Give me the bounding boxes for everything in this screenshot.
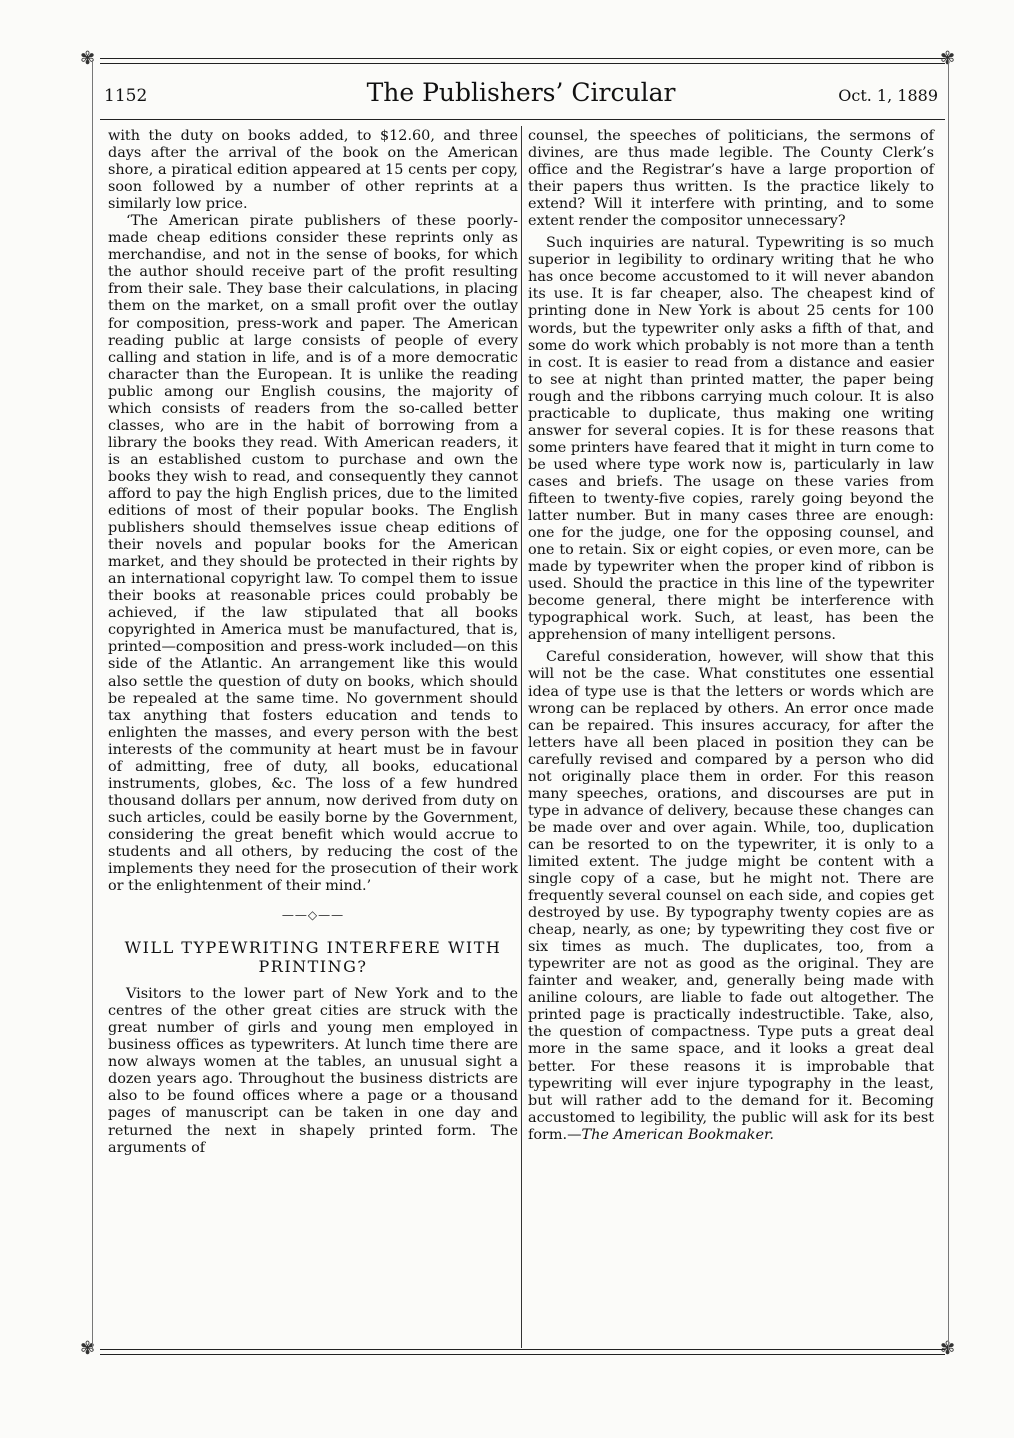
bottom-rule-inner xyxy=(100,1354,945,1355)
paragraph: ‘The American pirate publishers of these poorly-made cheap editions consider these reprints only as merchandise, and not in the sense of books, for which the author should receive part of the profit resulting from their sale. They base their calculations, in placing them on the market, on a small profit over the outlay for composition, press-work and paper. The American reading public at large consists of people of every calling and station in life, and is of a more democratic character than the European. It is unlike the reading public among our English cousins, the majority of which consists of readers from the so-called better classes, who are in the habit of borrowing from a library the books they read. With American readers, it is an established custom to purchase and own the books they wish to read, and consequently they cannot afford to pay the high English prices, due to the limited editions of most of their popular books. The English publishers should themselves issue cheap editions of their novels and popular books for the American market, and they should be protected in their rights by an international copyright law. To compel them to issue their books at reasonable prices could probably be achieved, if the law stipulated that all books copyrighted in America must be manufactured, that is, printed—composition and press-work included—on this side of the Atlantic. An arrangement like this would also settle the question of duty on books, which should be repealed at the same time. No government should tax anything that fosters education and tends to enlighten the masses, and every person with the best interests of the community at heart must be in favour of admitting, free of duty, all books, educational instruments, globes, &c. The loss of a few hundred thousand dollars per annum, now derived from duty on such articles, could be easily borne by the Government, considering the great benefit which would accrue to students and all others, by reducing the cost of the implements they need for the prosecution of their work or the enlightenment of their mind.’ xyxy=(108,213,518,895)
bottom-rule xyxy=(100,1349,945,1350)
ornament-top-right: ✾ xyxy=(940,48,956,69)
journal-title: The Publishers’ Circular xyxy=(366,78,676,107)
ornament-bottom-left: ✾ xyxy=(80,1338,96,1359)
article-title: WILL TYPEWRITING INTERFERE WITH PRINTING? xyxy=(124,938,502,977)
right-column xyxy=(528,128,934,1144)
top-rule xyxy=(100,58,945,59)
header-rule xyxy=(100,119,945,120)
paragraph: with the duty on books added, to $12.60, and three days after the arrival of the book on the American shore, a piratical edition appeared at 15 cents per copy, soon followed by a number of other reprints at a similarly low price. xyxy=(108,128,518,213)
issue-date: Oct. 1, 1889 xyxy=(838,86,938,105)
left-column xyxy=(108,128,518,1157)
left-margin-line xyxy=(92,60,93,1350)
column-divider xyxy=(521,126,522,1348)
running-header xyxy=(104,78,938,112)
paragraph: Such inquiries are natural. Typewriting is so much superior in legibility to ordinary writing that he who has once become accustomed to it will never abandon its use. It is far cheaper, also. The cheapest kind of printing done in New York is about 25 cents for 100 words, but the typewriter only asks a fifth of that, and some do work which probably is not more than a tenth in cost. It is easier to read from a distance and easier to see at night than printed matter, the paper being rough and the ribbons carrying much colour. It is also practicable to duplicate, thus making one writing answer for several copies. It is for these reasons that some printers have feared that it might in turn come to be used where type work now is, particularly in law cases and briefs. The usage on these varies from fifteen to twenty-five copies, rarely going beyond the latter number. But in many cases three are enough: one for the judge, one for the opposing counsel, and one to retain. Six or eight copies, or even more, can be made by typewriter when the proper kind of ribbon is used. Should the practice in this line of the typewriter become general, there might be interference with typographical work. Such, at least, has been the apprehension of many intelligent persons. xyxy=(528,235,934,644)
section-separator: ——◇—— xyxy=(281,908,345,923)
page-number: 1152 xyxy=(104,86,148,106)
paragraph-text: Careful consideration, however, will show that this will not be the case. What constitutes one essential idea of type use is that the letters or words which are wrong can be replaced by others. An error once made can be repaired. This insures accuracy, for after the letters have all been placed in position they can be carefully revised and compared by a person who did not originally place them in order. For this reason many speeches, orations, and discourses are put in type in advance of delivery, because these changes can be made over and over again. While, too, duplication can be resorted to on the typewriter, it is only to a limited extent. The judge might be content with a single copy of a case, but he might not. There are frequently several counsel on each side, and copies get destroyed by use. By typography twenty copies are as cheap, nearly, as one; by typewriting they cost five or six times as much. The duplicates, too, from a typewriter are not as good as the original. They are fainter and weaker, and, generally being made with aniline colours, are liable to fade out altogether. The printed page is practically indestructible. Take, also, the question of compactness. Type puts a great deal more in the same space, and it looks a great deal better. For these reasons it is improbable that typewriting will ever injure typography in the least, but will rather add to the demand for it. Becoming accustomed to legibility, the public will ask for its best form.— xyxy=(528,649,934,1143)
ornament-top-left: ✾ xyxy=(80,48,96,69)
top-rule-inner xyxy=(100,63,945,64)
paragraph: Visitors to the lower part of New York and to the centres of the other great cities are struck with the great number of girls and young men employed in business offices as typewriters. At lunch time there are now always women at the tables, an unusual sight a dozen years ago. Throughout the business districts are also to be found offices where a page or a thousand pages of manuscript can be taken in one day and returned the next in shapely printed form. The arguments of xyxy=(108,986,518,1156)
right-margin-line xyxy=(948,60,949,1350)
ornament-bottom-right: ✾ xyxy=(940,1338,956,1359)
source-credit: The American Bookmaker. xyxy=(581,1126,774,1143)
paragraph: counsel, the speeches of politicians, the sermons of divines, are thus made legible. The County Clerk’s office and the Registrar’s have a large proportion of their papers thus written. Is the practice likely to extend? Will it interfere with printing, and to some extent render the compositor unnecessary? xyxy=(528,128,934,230)
paragraph-final xyxy=(528,649,934,1143)
